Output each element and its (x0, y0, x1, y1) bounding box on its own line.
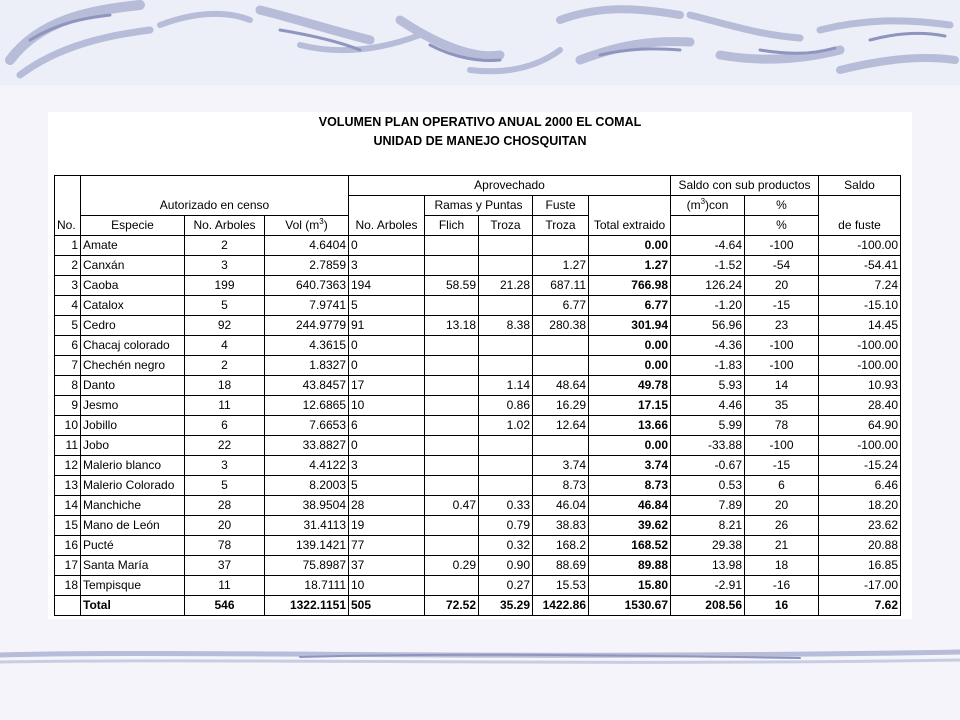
table-cell: Jesmo (81, 396, 185, 416)
table-cell (425, 356, 479, 376)
table-cell: Pucté (81, 536, 185, 556)
table-cell: 1.14 (479, 376, 533, 396)
table-cell: 35.29 (479, 596, 533, 616)
table-cell: 92 (185, 316, 265, 336)
table-cell: 35 (745, 396, 819, 416)
table-cell: Manchiche (81, 496, 185, 516)
table-cell (425, 296, 479, 316)
table-cell: 2 (185, 356, 265, 376)
table-cell: 0.00 (589, 336, 671, 356)
table-cell: 11 (185, 576, 265, 596)
table-cell: 78 (745, 416, 819, 436)
table-row (55, 516, 901, 536)
table-cell: 11 (185, 396, 265, 416)
table-cell: 1.27 (533, 256, 589, 276)
table-cell: 22 (185, 436, 265, 456)
table-cell: 16.85 (819, 556, 901, 576)
table-cell: 78 (185, 536, 265, 556)
table-row (55, 276, 901, 296)
table-cell (479, 356, 533, 376)
table-cell: 0.29 (425, 556, 479, 576)
table-cell: 64.90 (819, 416, 901, 436)
table-cell (55, 596, 81, 616)
header-blank-m3con (671, 216, 745, 236)
table-cell: 16 (745, 596, 819, 616)
table-cell: 3 (349, 456, 425, 476)
table-cell: Santa María (81, 556, 185, 576)
table-cell: 18 (55, 576, 81, 596)
header-flich: Flich (425, 216, 479, 236)
volume-table (54, 175, 901, 616)
table-cell: 18 (745, 556, 819, 576)
table-cell: 9 (55, 396, 81, 416)
table-cell (425, 456, 479, 476)
header-blank-saldo (819, 196, 901, 216)
table-cell: 687.11 (533, 276, 589, 296)
header-de-fuste: de fuste (819, 216, 901, 236)
table-cell (479, 296, 533, 316)
table-cell: -100 (745, 436, 819, 456)
table-cell: 13.98 (671, 556, 745, 576)
table-cell: Jobillo (81, 416, 185, 436)
table-cell: 2 (55, 256, 81, 276)
table-cell: 4 (185, 336, 265, 356)
table-cell: Chacaj colorado (81, 336, 185, 356)
table-cell: 1422.86 (533, 596, 589, 616)
table-cell: 13.66 (589, 416, 671, 436)
table-cell: 244.9779 (265, 316, 349, 336)
table-cell: 28 (185, 496, 265, 516)
table-cell: 14 (745, 376, 819, 396)
table-cell (425, 516, 479, 536)
table-cell: 6.77 (589, 296, 671, 316)
table-cell: 4.46 (671, 396, 745, 416)
table-cell: 6 (185, 416, 265, 436)
table-cell: 20.88 (819, 536, 901, 556)
table-cell: -0.67 (671, 456, 745, 476)
header-row-1 (55, 176, 901, 196)
table-cell: 17 (349, 376, 425, 396)
table-cell: -54.41 (819, 256, 901, 276)
header-troza-fuste: Troza (533, 216, 589, 236)
table-cell: 38.83 (533, 516, 589, 536)
table-cell: 15.80 (589, 576, 671, 596)
table-cell: -33.88 (671, 436, 745, 456)
table-cell: 1530.67 (589, 596, 671, 616)
table-row (55, 336, 901, 356)
table-cell: -15 (745, 296, 819, 316)
table-cell: 0.90 (479, 556, 533, 576)
table-cell: -54 (745, 256, 819, 276)
table-cell: 6.46 (819, 476, 901, 496)
header-total-extraido: Total extraido (589, 216, 671, 236)
table-cell: -100 (745, 356, 819, 376)
table-cell: 546 (185, 596, 265, 616)
table-cell: 6.77 (533, 296, 589, 316)
table-cell (425, 236, 479, 256)
table-cell: 505 (349, 596, 425, 616)
table-cell: Jobo (81, 436, 185, 456)
table-cell: 37 (349, 556, 425, 576)
table-cell: 6 (349, 416, 425, 436)
table-cell: 3 (185, 256, 265, 276)
table-cell: 23 (745, 316, 819, 336)
table-cell: 16 (55, 536, 81, 556)
table-cell: 1 (55, 236, 81, 256)
table-cell: -100.00 (819, 236, 901, 256)
table-cell: 20 (745, 496, 819, 516)
decorative-footer-band (0, 640, 960, 720)
table-cell (479, 456, 533, 476)
table-row (55, 236, 901, 256)
header-pct: % (745, 196, 819, 216)
table-cell: 26 (745, 516, 819, 536)
table-cell: -4.36 (671, 336, 745, 356)
header-troza: Troza (479, 216, 533, 236)
table-cell: 10 (55, 416, 81, 436)
table-cell: 7.62 (819, 596, 901, 616)
table-cell (533, 236, 589, 256)
decorative-header-band (0, 0, 960, 85)
table-cell: 0.47 (425, 496, 479, 516)
table-cell: 33.8827 (265, 436, 349, 456)
table-cell: 4 (55, 296, 81, 316)
table-cell: 2 (185, 236, 265, 256)
table-cell: Total (81, 596, 185, 616)
table-cell: 168.52 (589, 536, 671, 556)
header-pct-2: % (745, 216, 819, 236)
table-cell (479, 336, 533, 356)
table-cell (425, 336, 479, 356)
header-aprovechado: Aprovechado (349, 176, 671, 196)
table-cell: Amate (81, 236, 185, 256)
table-row (55, 296, 901, 316)
table-cell: 5 (349, 296, 425, 316)
table-cell: -15.24 (819, 456, 901, 476)
table-cell: 48.64 (533, 376, 589, 396)
table-cell: 21.28 (479, 276, 533, 296)
table-row (55, 456, 901, 476)
header-no-arboles: No. Arboles (185, 216, 265, 236)
table-subtitle: UNIDAD DE MANEJO CHOSQUITAN (373, 134, 587, 148)
table-cell: 1.8327 (265, 356, 349, 376)
table-cell (425, 436, 479, 456)
header-especie: Especie (81, 216, 185, 236)
header-fuste: Fuste (533, 196, 589, 216)
header-saldo-sub: Saldo con sub productos (671, 176, 819, 196)
table-cell: Caoba (81, 276, 185, 296)
table-cell: -1.52 (671, 256, 745, 276)
table-cell (533, 356, 589, 376)
table-cell: 0 (349, 336, 425, 356)
table-cell: 4.6404 (265, 236, 349, 256)
table-cell: 0.86 (479, 396, 533, 416)
table-cell: 4.4122 (265, 456, 349, 476)
header-blank-arboles (349, 196, 425, 216)
table-cell: 43.8457 (265, 376, 349, 396)
table-title: VOLUMEN PLAN OPERATIVO ANUAL 2000 EL COMAL (318, 115, 642, 129)
table-row (55, 496, 901, 516)
table-cell: 640.7363 (265, 276, 349, 296)
table-cell: 17 (55, 556, 81, 576)
table-cell: 88.69 (533, 556, 589, 576)
table-cell: Catalox (81, 296, 185, 316)
table-cell: 91 (349, 316, 425, 336)
table-cell: 0.33 (479, 496, 533, 516)
table-cell: -100.00 (819, 436, 901, 456)
table-cell: 58.59 (425, 276, 479, 296)
table-cell: 5 (55, 316, 81, 336)
table-cell: -16 (745, 576, 819, 596)
table-cell: 6 (745, 476, 819, 496)
header-blank-no-2 (55, 196, 81, 216)
table-cell: 5 (185, 476, 265, 496)
table-row (55, 316, 901, 336)
brush-stroke-pattern-bottom (0, 640, 960, 720)
table-cell (425, 476, 479, 496)
table-cell: 1322.1151 (265, 596, 349, 616)
table-cell: 37 (185, 556, 265, 576)
table-cell: 7.9741 (265, 296, 349, 316)
table-cell: 0.32 (479, 536, 533, 556)
table-cell: Canxán (81, 256, 185, 276)
table-cell: 6 (55, 336, 81, 356)
table-cell: -1.20 (671, 296, 745, 316)
table-cell: 0.27 (479, 576, 533, 596)
table-cell: 28 (349, 496, 425, 516)
table-row (55, 416, 901, 436)
table-cell: 8 (55, 376, 81, 396)
table-cell: 77 (349, 536, 425, 556)
table-cell: 10 (349, 396, 425, 416)
brush-stroke-pattern-top (0, 0, 960, 85)
table-cell: -100.00 (819, 336, 901, 356)
table-cell: 7.89 (671, 496, 745, 516)
table-cell: 20 (745, 276, 819, 296)
table-cell (533, 336, 589, 356)
total-row (55, 596, 901, 616)
header-blank-autorizado (81, 176, 349, 196)
table-cell: 8.73 (533, 476, 589, 496)
table-cell: 28.40 (819, 396, 901, 416)
table-cell: 38.9504 (265, 496, 349, 516)
table-cell: 2.7859 (265, 256, 349, 276)
table-cell (425, 396, 479, 416)
table-cell: 10.93 (819, 376, 901, 396)
table-cell: 4.3615 (265, 336, 349, 356)
table-cell: -100 (745, 336, 819, 356)
table-cell: 0.00 (589, 236, 671, 256)
table-cell: 0 (349, 236, 425, 256)
table-row (55, 356, 901, 376)
table-cell: 0.53 (671, 476, 745, 496)
header-blank-no (55, 176, 81, 196)
header-row-2 (55, 196, 901, 216)
table-cell: 0 (349, 436, 425, 456)
table-cell: 18.20 (819, 496, 901, 516)
header-autorizado: Autorizado en censo (81, 196, 349, 216)
table-cell: 1.27 (589, 256, 671, 276)
table-cell: 5.99 (671, 416, 745, 436)
table-cell: 18.7111 (265, 576, 349, 596)
table-cell: -4.64 (671, 236, 745, 256)
table-cell (425, 536, 479, 556)
table-cell: 7 (55, 356, 81, 376)
table-cell (479, 476, 533, 496)
table-row (55, 476, 901, 496)
table-sheet (48, 112, 912, 619)
table-cell: 11 (55, 436, 81, 456)
table-cell: 21 (745, 536, 819, 556)
table-cell: 5 (349, 476, 425, 496)
table-cell (425, 256, 479, 276)
table-cell: Tempisque (81, 576, 185, 596)
table-cell: 39.62 (589, 516, 671, 536)
table-row (55, 256, 901, 276)
table-cell: 3 (55, 276, 81, 296)
table-row (55, 536, 901, 556)
table-cell (533, 436, 589, 456)
table-row (55, 576, 901, 596)
table-cell: 0.00 (589, 356, 671, 376)
table-cell: 46.84 (589, 496, 671, 516)
table-cell: -100.00 (819, 356, 901, 376)
table-cell: Malerio blanco (81, 456, 185, 476)
table-cell: 3 (349, 256, 425, 276)
table-cell: 20 (185, 516, 265, 536)
table-cell: 766.98 (589, 276, 671, 296)
table-cell (479, 236, 533, 256)
table-cell: 15.53 (533, 576, 589, 596)
table-cell: 10 (349, 576, 425, 596)
table-cell: 3 (185, 456, 265, 476)
table-cell: 14 (55, 496, 81, 516)
table-cell: 3.74 (533, 456, 589, 476)
table-cell: Cedro (81, 316, 185, 336)
header-no-arboles-aprov: No. Arboles (349, 216, 425, 236)
table-cell: 168.2 (533, 536, 589, 556)
table-cell: -2.91 (671, 576, 745, 596)
table-cell: 16.29 (533, 396, 589, 416)
table-cell: 29.38 (671, 536, 745, 556)
table-cell (425, 376, 479, 396)
table-cell: 301.94 (589, 316, 671, 336)
header-blank-total (589, 196, 671, 216)
table-cell: 56.96 (671, 316, 745, 336)
table-cell: 7.6653 (265, 416, 349, 436)
table-cell: 12.64 (533, 416, 589, 436)
table-cell: 13 (55, 476, 81, 496)
table-cell: 126.24 (671, 276, 745, 296)
table-cell: 0.79 (479, 516, 533, 536)
header-m3con: $(m^3)con$ (671, 196, 745, 216)
header-ramas-puntas: Ramas y Puntas (425, 196, 533, 216)
table-row (55, 376, 901, 396)
table-cell: 8.21 (671, 516, 745, 536)
table-row (55, 436, 901, 456)
table-cell: 12.6865 (265, 396, 349, 416)
table-cell: 1.02 (479, 416, 533, 436)
table-cell: 13.18 (425, 316, 479, 336)
table-cell: 8.73 (589, 476, 671, 496)
table-cell: 199 (185, 276, 265, 296)
table-cell: 0.00 (589, 436, 671, 456)
table-cell: 5 (185, 296, 265, 316)
table-cell: 280.38 (533, 316, 589, 336)
table-cell: 75.8987 (265, 556, 349, 576)
table-cell: 7.24 (819, 276, 901, 296)
header-saldo: Saldo (819, 176, 901, 196)
table-cell: 8.2003 (265, 476, 349, 496)
header-row-3 (55, 216, 901, 236)
table-cell: 208.56 (671, 596, 745, 616)
table-cell: 194 (349, 276, 425, 296)
table-cell: -15.10 (819, 296, 901, 316)
table-cell: 89.88 (589, 556, 671, 576)
table-cell: 139.1421 (265, 536, 349, 556)
table-cell: 0 (349, 356, 425, 376)
table-cell: 14.45 (819, 316, 901, 336)
table-cell: -17.00 (819, 576, 901, 596)
table-cell: Danto (81, 376, 185, 396)
table-row (55, 556, 901, 576)
table-cell: Chechén negro (81, 356, 185, 376)
header-no: No. (55, 216, 81, 236)
table-cell: -100 (745, 236, 819, 256)
table-cell: Mano de León (81, 516, 185, 536)
table-cell: 46.04 (533, 496, 589, 516)
table-cell: -1.83 (671, 356, 745, 376)
table-cell: 12 (55, 456, 81, 476)
table-cell: 23.62 (819, 516, 901, 536)
table-cell: -15 (745, 456, 819, 476)
table-cell (479, 436, 533, 456)
table-cell: 8.38 (479, 316, 533, 336)
table-cell: 31.4113 (265, 516, 349, 536)
table-cell: 49.78 (589, 376, 671, 396)
table-cell (425, 416, 479, 436)
table-cell: 18 (185, 376, 265, 396)
table-cell: 19 (349, 516, 425, 536)
table-cell: 5.93 (671, 376, 745, 396)
table-cell: Malerio Colorado (81, 476, 185, 496)
table-cell (425, 576, 479, 596)
header-vol: Vol $(m^3)$ (265, 216, 349, 236)
table-cell: 3.74 (589, 456, 671, 476)
table-cell: 15 (55, 516, 81, 536)
table-cell: 72.52 (425, 596, 479, 616)
table-cell (479, 256, 533, 276)
table-row (55, 396, 901, 416)
table-cell: 17.15 (589, 396, 671, 416)
